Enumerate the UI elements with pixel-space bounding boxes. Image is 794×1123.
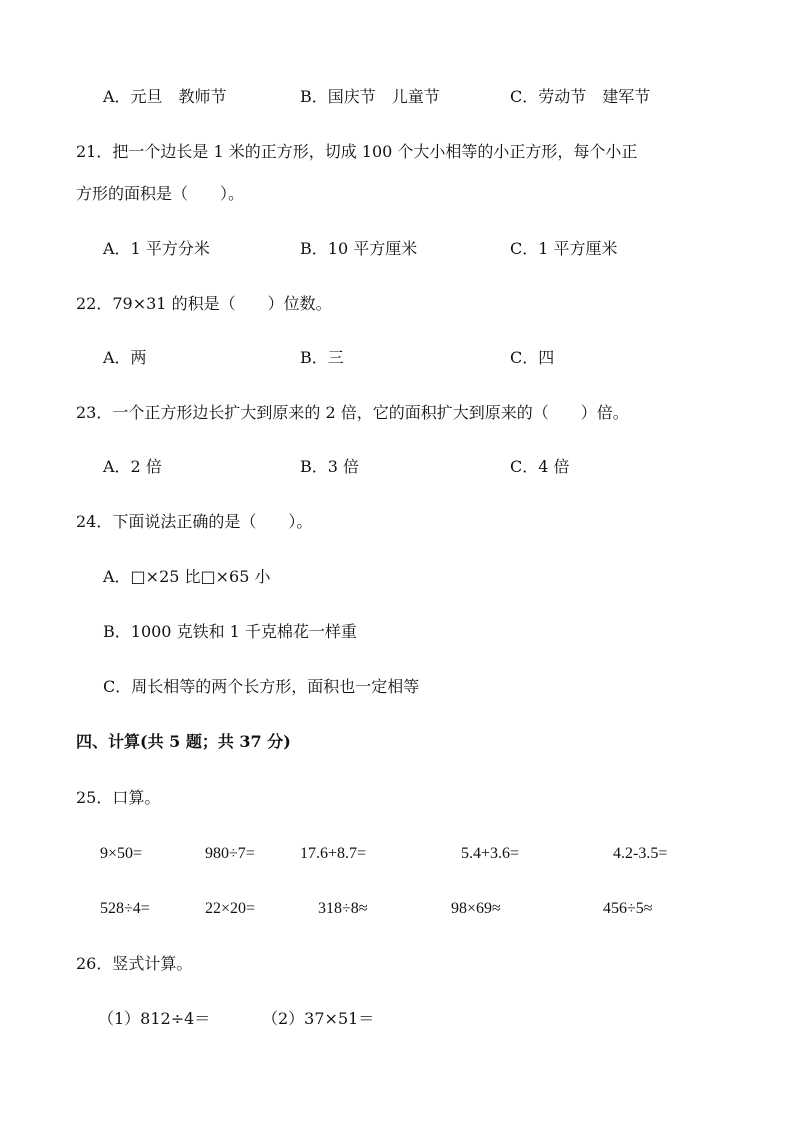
q24-option-a: A．□×25 比□×65 小	[103, 567, 271, 586]
q22-option-a: A．两	[103, 348, 147, 367]
q25-row2-item1: 528÷4=	[100, 900, 150, 917]
q25-row1-item2: 980÷7=	[205, 845, 255, 862]
q24-text: 24．下面说法正确的是（ ）。	[76, 512, 313, 531]
q25-row1-item3: 17.6+8.7=	[300, 845, 367, 862]
q25-row2-item5: 456÷5≈	[603, 900, 653, 917]
q21-option-c: C．1 平方厘米	[510, 239, 618, 258]
q25-text: 25．口算。	[76, 788, 161, 807]
q25-row2-item3: 318÷8≈	[318, 900, 368, 917]
q25-row2-item2: 22×20=	[205, 900, 256, 917]
q20-option-b: B．国庆节 儿童节	[300, 87, 440, 106]
q22-text: 22．79×31 的积是（ ）位数。	[76, 294, 332, 313]
q26-item2: （2）37×51＝	[262, 1009, 375, 1028]
q25-row1-item5: 4.2-3.5=	[613, 845, 668, 862]
q25-row1-item4: 5.4+3.6=	[461, 845, 520, 862]
q26-item1: （1）812÷4＝	[98, 1009, 211, 1028]
q21-text-line1: 21．把一个边长是 1 米的正方形，切成 100 个大小相等的小正方形，每个小正	[76, 142, 638, 161]
q21-option-a: A．1 平方分米	[103, 239, 210, 258]
q23-option-b: B．3 倍	[300, 457, 360, 476]
q25-row1-item1: 9×50=	[100, 845, 143, 862]
q21-option-b: B．10 平方厘米	[300, 239, 418, 258]
q26-text: 26．竖式计算。	[76, 954, 193, 973]
q22-option-c: C．四	[510, 348, 555, 367]
q22-option-b: B．三	[300, 348, 344, 367]
q24-option-c: C．周长相等的两个长方形，面积也一定相等	[103, 677, 420, 696]
q20-option-a: A．元旦 教师节	[103, 87, 227, 106]
q23-option-a: A．2 倍	[103, 457, 162, 476]
q25-row2-item4: 98×69≈	[451, 900, 501, 917]
q24-option-b: B．1000 克铁和 1 千克棉花一样重	[103, 622, 357, 641]
q23-option-c: C．4 倍	[510, 457, 570, 476]
section-title: 四、计算(共 5 题；共 37 分)	[76, 732, 291, 751]
q21-text-line2: 方形的面积是（ ）。	[76, 184, 245, 203]
q23-text: 23．一个正方形边长扩大到原来的 2 倍，它的面积扩大到原来的（ ）倍。	[76, 403, 629, 422]
q20-option-c: C．劳动节 建军节	[510, 87, 651, 106]
